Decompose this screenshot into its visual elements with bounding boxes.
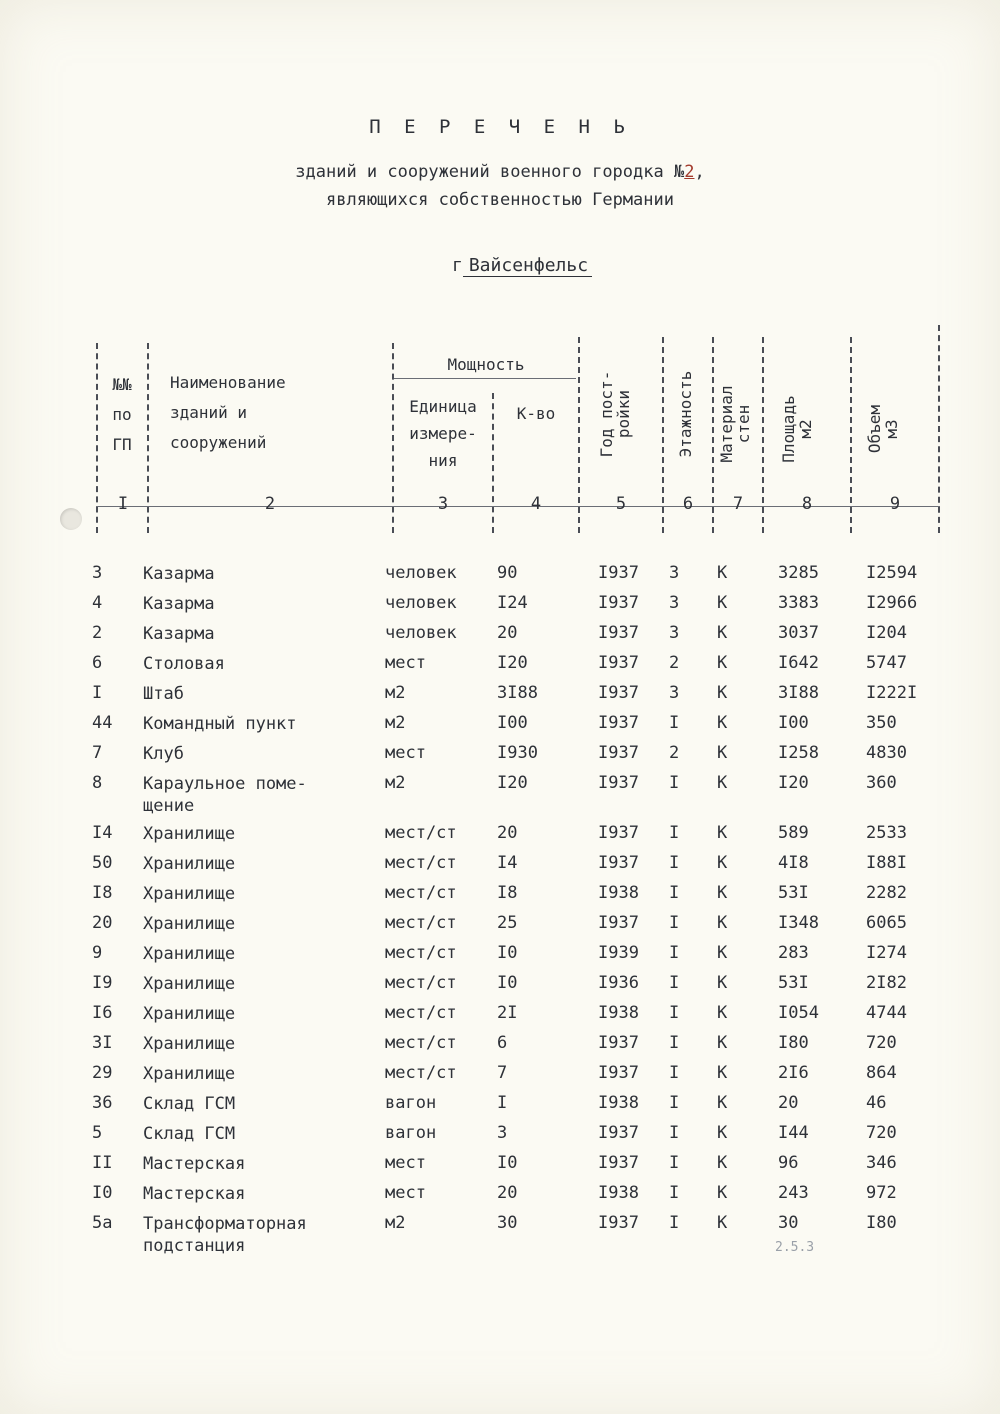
- table-border-right: [938, 325, 940, 533]
- cell-floors: I: [669, 1123, 680, 1143]
- cell-floors: 3: [669, 563, 680, 583]
- cell-qty: 7: [497, 1063, 508, 1083]
- cell-volume: 6065: [866, 913, 907, 933]
- cell-area: 53I: [778, 883, 809, 903]
- cell-material: К: [717, 1183, 728, 1203]
- cell-no: 5: [92, 1123, 103, 1143]
- cell-area: 3285: [778, 563, 819, 583]
- cell-no: 8: [92, 773, 103, 793]
- cell-qty: 20: [497, 623, 518, 643]
- cell-material: К: [717, 563, 728, 583]
- cell-no: 2: [92, 623, 103, 643]
- cell-volume: I222I: [866, 683, 918, 703]
- cell-year: I937: [598, 653, 639, 673]
- cell-no: I0: [92, 1183, 113, 1203]
- cell-area: 96: [778, 1153, 799, 1173]
- cell-area: I258: [778, 743, 819, 763]
- cell-area: I44: [778, 1123, 809, 1143]
- cell-no: II: [92, 1153, 113, 1173]
- cell-material: К: [717, 1123, 728, 1143]
- cell-unit: мест/ст: [385, 823, 457, 843]
- cell-unit: человек: [385, 593, 457, 613]
- cell-year: I937: [598, 853, 639, 873]
- subtitle-line-2: являющихся собственностью Германии: [326, 190, 674, 210]
- cell-qty: I4: [497, 853, 518, 873]
- cell-qty: I8: [497, 883, 518, 903]
- cell-material: К: [717, 1213, 728, 1233]
- cell-volume: 4830: [866, 743, 907, 763]
- cell-material: К: [717, 1093, 728, 1113]
- cell-qty: 3: [497, 1123, 508, 1143]
- city-name: Вайсенфельс: [463, 255, 592, 277]
- cell-no: 50: [92, 853, 113, 873]
- cell-volume: 360: [866, 773, 897, 793]
- cell-volume: 46: [866, 1093, 887, 1113]
- cell-name: Казарма: [143, 564, 215, 584]
- cell-area: 3037: [778, 623, 819, 643]
- cell-year: I937: [598, 1033, 639, 1053]
- cell-area: I642: [778, 653, 819, 673]
- cell-qty: 2I: [497, 1003, 518, 1023]
- cell-material: К: [717, 1033, 728, 1053]
- column-divider: [850, 337, 852, 533]
- cell-floors: I: [669, 973, 680, 993]
- cell-volume: 5747: [866, 653, 907, 673]
- header-unit: Единица измере- ния: [409, 397, 477, 470]
- cell-unit: человек: [385, 623, 457, 643]
- cell-name: Трансформаторная подстанция: [143, 1214, 307, 1256]
- cell-no: I: [92, 683, 103, 703]
- cell-year: I937: [598, 743, 639, 763]
- cell-year: I937: [598, 1213, 639, 1233]
- pencil-note: 2.5.3: [775, 1240, 815, 1255]
- cell-unit: человек: [385, 563, 457, 583]
- cell-no: I9: [92, 973, 113, 993]
- cell-unit: м2: [385, 683, 406, 703]
- cell-qty: 3I88: [497, 683, 538, 703]
- cell-volume: I204: [866, 623, 907, 643]
- cell-no: 5а: [92, 1213, 113, 1233]
- cell-unit: м2: [385, 773, 406, 793]
- header-floors: Этажность: [676, 370, 695, 458]
- cell-material: К: [717, 713, 728, 733]
- cell-no: 3I: [92, 1033, 113, 1053]
- header-capacity: Мощность: [447, 355, 525, 374]
- cell-area: 589: [778, 823, 809, 843]
- cell-volume: 346: [866, 1153, 897, 1173]
- cell-year: I937: [598, 1153, 639, 1173]
- cell-name: Хранилище: [143, 824, 236, 844]
- cell-name: Караульное поме- щение: [143, 774, 307, 816]
- cell-volume: 864: [866, 1063, 897, 1083]
- cell-unit: мест: [385, 653, 426, 673]
- header-volume: Объем м3: [865, 404, 901, 454]
- cell-year: I938: [598, 1003, 639, 1023]
- header-name: Наименование зданий и сооружений: [170, 373, 286, 452]
- cell-volume: 972: [866, 1183, 897, 1203]
- cell-qty: 20: [497, 1183, 518, 1203]
- cell-floors: I: [669, 853, 680, 873]
- cell-area: I348: [778, 913, 819, 933]
- cell-material: К: [717, 973, 728, 993]
- column-number: 5: [615, 494, 627, 514]
- cell-qty: I: [497, 1093, 508, 1113]
- cell-volume: I274: [866, 943, 907, 963]
- header-no: №№ по ГП: [112, 375, 132, 454]
- cell-name: Клуб: [143, 744, 184, 764]
- cell-area: 243: [778, 1183, 809, 1203]
- cell-qty: 30: [497, 1213, 518, 1233]
- cell-year: I936: [598, 973, 639, 993]
- cell-name: Столовая: [143, 654, 225, 674]
- cell-year: I937: [598, 823, 639, 843]
- cell-area: 283: [778, 943, 809, 963]
- cell-material: К: [717, 943, 728, 963]
- cell-unit: мест/ст: [385, 913, 457, 933]
- cell-material: К: [717, 773, 728, 793]
- column-number: 3: [437, 494, 449, 514]
- cell-qty: I20: [497, 653, 528, 673]
- cell-floors: I: [669, 1213, 680, 1233]
- document-title: П Е Р Е Ч Е Н Ь: [369, 116, 631, 138]
- cell-area: 3I88: [778, 683, 819, 703]
- column-number: 7: [732, 494, 744, 514]
- cell-name: Хранилище: [143, 1034, 236, 1054]
- cell-year: I937: [598, 1123, 639, 1143]
- cell-unit: вагон: [385, 1123, 437, 1143]
- cell-volume: 720: [866, 1123, 897, 1143]
- column-number: 9: [889, 494, 901, 514]
- cell-floors: I: [669, 913, 680, 933]
- column-number: 8: [801, 494, 813, 514]
- header-year: Год пост- ройки: [597, 370, 633, 458]
- cell-floors: I: [669, 1183, 680, 1203]
- cell-volume: 4744: [866, 1003, 907, 1023]
- cell-material: К: [717, 1153, 728, 1173]
- cell-no: 7: [92, 743, 103, 763]
- cell-area: I20: [778, 773, 809, 793]
- cell-year: I937: [598, 773, 639, 793]
- cell-name: Хранилище: [143, 1004, 236, 1024]
- cell-qty: 25: [497, 913, 518, 933]
- cell-volume: 2I82: [866, 973, 907, 993]
- cell-area: I80: [778, 1033, 809, 1053]
- cell-qty: I24: [497, 593, 528, 613]
- cell-name: Мастерская: [143, 1184, 246, 1204]
- column-divider: [712, 337, 714, 533]
- column-divider: [392, 343, 394, 533]
- cell-qty: I00: [497, 713, 528, 733]
- cell-year: I937: [598, 1063, 639, 1083]
- header-qty: К-во: [516, 404, 556, 423]
- cell-no: 36: [92, 1093, 113, 1113]
- column-number: 6: [682, 494, 694, 514]
- cell-floors: I: [669, 1003, 680, 1023]
- column-number: 2: [264, 494, 276, 514]
- cell-name: Казарма: [143, 624, 215, 644]
- cell-unit: мест/ст: [385, 943, 457, 963]
- header-area: Площадь м2: [779, 395, 815, 463]
- cell-material: К: [717, 883, 728, 903]
- column-number: I: [117, 494, 129, 514]
- cell-no: 3: [92, 563, 103, 583]
- column-divider: [578, 337, 580, 533]
- cell-unit: мест/ст: [385, 883, 457, 903]
- column-divider: [762, 337, 764, 533]
- cell-name: Хранилище: [143, 1064, 236, 1084]
- cell-name: Казарма: [143, 594, 215, 614]
- cell-year: I937: [598, 563, 639, 583]
- cell-no: 6: [92, 653, 103, 673]
- cell-year: I937: [598, 593, 639, 613]
- cell-material: К: [717, 913, 728, 933]
- cell-no: 4: [92, 593, 103, 613]
- cell-floors: I: [669, 1063, 680, 1083]
- cell-no: 44: [92, 713, 113, 733]
- cell-unit: м2: [385, 1213, 406, 1233]
- table-border-left: [96, 343, 98, 533]
- cell-floors: I: [669, 823, 680, 843]
- cell-material: К: [717, 1003, 728, 1023]
- cell-no: 20: [92, 913, 113, 933]
- cell-name: Склад ГСМ: [143, 1094, 236, 1114]
- cell-floors: I: [669, 1033, 680, 1053]
- cell-floors: I: [669, 883, 680, 903]
- cell-floors: I: [669, 943, 680, 963]
- column-number: 4: [530, 494, 542, 514]
- cell-qty: I0: [497, 973, 518, 993]
- cell-floors: I: [669, 713, 680, 733]
- cell-name: Склад ГСМ: [143, 1124, 236, 1144]
- punch-hole: [60, 508, 82, 530]
- cell-material: К: [717, 653, 728, 673]
- cell-floors: I: [669, 1093, 680, 1113]
- column-divider: [492, 393, 494, 533]
- cell-year: I937: [598, 913, 639, 933]
- cell-year: I938: [598, 883, 639, 903]
- subtitle-line-1: зданий и сооружений военного городка №2,: [295, 162, 705, 182]
- cell-qty: 90: [497, 563, 518, 583]
- cell-name: Хранилище: [143, 854, 236, 874]
- cell-unit: вагон: [385, 1093, 437, 1113]
- cell-floors: 3: [669, 593, 680, 613]
- cell-volume: 2282: [866, 883, 907, 903]
- cell-name: Хранилище: [143, 914, 236, 934]
- cell-no: 9: [92, 943, 103, 963]
- cell-unit: мест: [385, 1183, 426, 1203]
- cell-volume: I2966: [866, 593, 918, 613]
- cell-material: К: [717, 823, 728, 843]
- cell-no: 29: [92, 1063, 113, 1083]
- column-divider: [662, 337, 664, 533]
- cell-year: I937: [598, 713, 639, 733]
- cell-name: Мастерская: [143, 1154, 246, 1174]
- cell-year: I937: [598, 623, 639, 643]
- column-divider: [147, 343, 149, 533]
- cell-name: Командный пункт: [143, 714, 297, 734]
- cell-floors: I: [669, 1153, 680, 1173]
- cell-name: Хранилище: [143, 974, 236, 994]
- cell-area: 30: [778, 1213, 799, 1233]
- cell-floors: 2: [669, 653, 680, 673]
- cell-unit: мест/ст: [385, 973, 457, 993]
- cell-volume: I88I: [866, 853, 907, 873]
- cell-area: I054: [778, 1003, 819, 1023]
- cell-floors: 2: [669, 743, 680, 763]
- cell-qty: I0: [497, 1153, 518, 1173]
- cell-area: 53I: [778, 973, 809, 993]
- cell-material: К: [717, 623, 728, 643]
- cell-area: I00: [778, 713, 809, 733]
- cell-qty: 6: [497, 1033, 508, 1053]
- cell-floors: 3: [669, 623, 680, 643]
- header-material: Материал стен: [717, 385, 753, 463]
- cell-qty: I20: [497, 773, 528, 793]
- cell-year: I937: [598, 683, 639, 703]
- cell-no: I4: [92, 823, 113, 843]
- cell-name: Хранилище: [143, 884, 236, 904]
- cell-volume: 2533: [866, 823, 907, 843]
- cell-material: К: [717, 683, 728, 703]
- cell-material: К: [717, 743, 728, 763]
- town-number: 2: [684, 162, 695, 182]
- cell-year: I938: [598, 1093, 639, 1113]
- cell-material: К: [717, 853, 728, 873]
- cell-unit: м2: [385, 713, 406, 733]
- cell-no: I8: [92, 883, 113, 903]
- cell-year: I939: [598, 943, 639, 963]
- cell-area: 3383: [778, 593, 819, 613]
- cell-unit: мест: [385, 1153, 426, 1173]
- cell-volume: 720: [866, 1033, 897, 1053]
- cell-area: 20: [778, 1093, 799, 1113]
- cell-floors: 3: [669, 683, 680, 703]
- cell-volume: I2594: [866, 563, 918, 583]
- cell-area: 4I8: [778, 853, 809, 873]
- cell-area: 2I6: [778, 1063, 809, 1083]
- cell-material: К: [717, 593, 728, 613]
- cell-unit: мест/ст: [385, 853, 457, 873]
- cell-no: I6: [92, 1003, 113, 1023]
- cell-unit: мест/ст: [385, 1033, 457, 1053]
- cell-year: I938: [598, 1183, 639, 1203]
- cell-volume: I80: [866, 1213, 897, 1233]
- cell-name: Штаб: [143, 684, 184, 704]
- cell-qty: 20: [497, 823, 518, 843]
- cell-volume: 350: [866, 713, 897, 733]
- cell-floors: I: [669, 773, 680, 793]
- cell-material: К: [717, 1063, 728, 1083]
- city-line: г Вайсенфельс: [452, 255, 592, 277]
- cell-name: Хранилище: [143, 944, 236, 964]
- cell-unit: мест/ст: [385, 1063, 457, 1083]
- cell-qty: I930: [497, 743, 538, 763]
- cell-unit: мест: [385, 743, 426, 763]
- cell-unit: мест/ст: [385, 1003, 457, 1023]
- cell-qty: I0: [497, 943, 518, 963]
